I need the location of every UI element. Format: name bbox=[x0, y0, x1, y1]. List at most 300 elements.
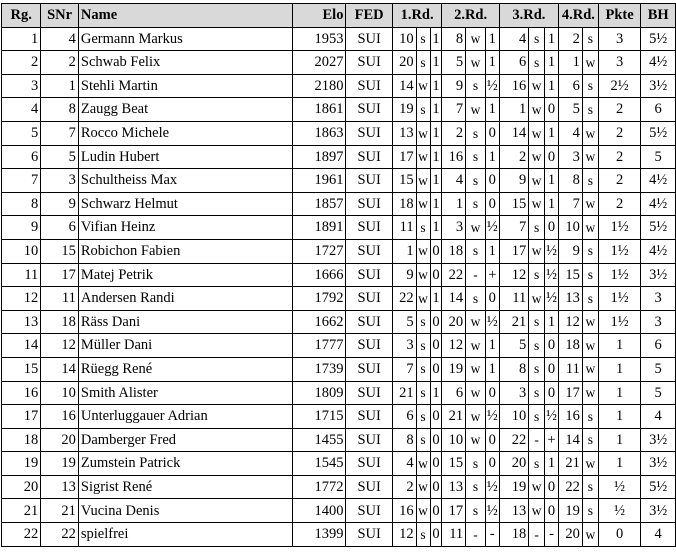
round-4-color-cell: w bbox=[582, 121, 598, 145]
round-1-opponent-cell: 9 bbox=[392, 263, 416, 287]
points-cell: 1½ bbox=[598, 310, 641, 334]
round-4-color-cell: s bbox=[582, 263, 598, 287]
round-4-color-cell: s bbox=[582, 74, 598, 98]
federation-cell: SUI bbox=[346, 98, 392, 122]
buchholz-cell: 6 bbox=[641, 334, 676, 358]
start-number-cell: 5 bbox=[41, 145, 79, 169]
col-header-buchholz: BH bbox=[641, 4, 676, 28]
round-4-opponent-cell: 20 bbox=[558, 523, 582, 547]
round-3-color-cell: w bbox=[529, 74, 545, 98]
round-1-color-cell: w bbox=[416, 287, 430, 311]
round-2-result-cell: 1 bbox=[485, 357, 499, 381]
round-2-color-cell: w bbox=[466, 428, 486, 452]
round-2-result-cell: ½ bbox=[485, 405, 499, 429]
player-name-cell: Müller Dani bbox=[78, 334, 293, 358]
rank-cell: 6 bbox=[2, 145, 41, 169]
round-1-result-cell: 1 bbox=[430, 192, 442, 216]
round-3-opponent-cell: 19 bbox=[499, 475, 528, 499]
round-1-opponent-cell: 22 bbox=[392, 287, 416, 311]
round-4-opponent-cell: 5 bbox=[558, 98, 582, 122]
round-3-color-cell: s bbox=[529, 51, 545, 75]
round-1-color-cell: s bbox=[416, 428, 430, 452]
federation-cell: SUI bbox=[346, 452, 392, 476]
round-4-opponent-cell: 17 bbox=[558, 381, 582, 405]
round-1-opponent-cell: 17 bbox=[392, 145, 416, 169]
federation-cell: SUI bbox=[346, 74, 392, 98]
federation-cell: SUI bbox=[346, 145, 392, 169]
rank-cell: 10 bbox=[2, 239, 41, 263]
player-name-cell: Zumstein Patrick bbox=[78, 452, 293, 476]
round-2-color-cell: w bbox=[466, 357, 486, 381]
federation-cell: SUI bbox=[346, 310, 392, 334]
round-3-result-cell: 0 bbox=[545, 499, 559, 523]
round-1-result-cell: 0 bbox=[430, 428, 442, 452]
col-header-federation: FED bbox=[346, 4, 392, 28]
start-number-cell: 11 bbox=[41, 287, 79, 311]
round-2-color-cell: w bbox=[466, 51, 486, 75]
round-4-color-cell: w bbox=[582, 51, 598, 75]
round-3-opponent-cell: 12 bbox=[499, 263, 528, 287]
round-4-color-cell: w bbox=[582, 381, 598, 405]
round-1-result-cell: 1 bbox=[430, 27, 442, 51]
rank-cell: 15 bbox=[2, 357, 41, 381]
round-3-result-cell: ½ bbox=[545, 239, 559, 263]
round-3-result-cell: ½ bbox=[545, 263, 559, 287]
round-1-result-cell: 1 bbox=[430, 145, 442, 169]
round-3-color-cell: s bbox=[529, 381, 545, 405]
round-1-color-cell: s bbox=[416, 216, 430, 240]
rank-cell: 3 bbox=[2, 74, 41, 98]
rank-cell: 17 bbox=[2, 405, 41, 429]
start-number-cell: 2 bbox=[41, 51, 79, 75]
round-2-opponent-cell: 11 bbox=[442, 523, 466, 547]
round-4-opponent-cell: 15 bbox=[558, 263, 582, 287]
round-2-color-cell: s bbox=[466, 169, 486, 193]
round-3-result-cell: 1 bbox=[545, 452, 559, 476]
table-row bbox=[2, 334, 676, 358]
round-3-result-cell: 0 bbox=[545, 381, 559, 405]
table-row bbox=[2, 499, 676, 523]
points-cell: 2 bbox=[598, 121, 641, 145]
round-4-color-cell: s bbox=[582, 428, 598, 452]
rank-cell: 20 bbox=[2, 475, 41, 499]
round-2-color-cell: s bbox=[466, 239, 486, 263]
round-2-opponent-cell: 6 bbox=[442, 381, 466, 405]
round-4-opponent-cell: 6 bbox=[558, 74, 582, 98]
round-3-opponent-cell: 10 bbox=[499, 405, 528, 429]
round-4-opponent-cell: 18 bbox=[558, 334, 582, 358]
round-1-opponent-cell: 13 bbox=[392, 121, 416, 145]
start-number-cell: 21 bbox=[41, 499, 79, 523]
round-2-opponent-cell: 5 bbox=[442, 51, 466, 75]
round-2-color-cell: s bbox=[466, 192, 486, 216]
elo-cell: 1891 bbox=[293, 216, 346, 240]
elo-cell: 1772 bbox=[293, 475, 346, 499]
round-2-result-cell: 1 bbox=[485, 334, 499, 358]
round-1-color-cell: w bbox=[416, 499, 430, 523]
round-1-result-cell: 1 bbox=[430, 169, 442, 193]
round-2-color-cell: s bbox=[466, 499, 486, 523]
round-1-color-cell: w bbox=[416, 452, 430, 476]
round-4-color-cell: w bbox=[582, 523, 598, 547]
federation-cell: SUI bbox=[346, 523, 392, 547]
round-2-result-cell: + bbox=[485, 263, 499, 287]
round-1-result-cell: 0 bbox=[430, 499, 442, 523]
player-name-cell: Unterluggauer Adrian bbox=[78, 405, 293, 429]
buchholz-cell: 5½ bbox=[641, 216, 676, 240]
federation-cell: SUI bbox=[346, 51, 392, 75]
buchholz-cell: 4 bbox=[641, 523, 676, 547]
player-name-cell: Vucina Denis bbox=[78, 499, 293, 523]
buchholz-cell: 6 bbox=[641, 98, 676, 122]
round-1-color-cell: s bbox=[416, 523, 430, 547]
round-2-result-cell: ½ bbox=[485, 216, 499, 240]
round-3-result-cell: 0 bbox=[545, 98, 559, 122]
start-number-cell: 9 bbox=[41, 192, 79, 216]
elo-cell: 1715 bbox=[293, 405, 346, 429]
round-4-color-cell: w bbox=[582, 334, 598, 358]
round-1-color-cell: w bbox=[416, 145, 430, 169]
round-3-opponent-cell: 6 bbox=[499, 51, 528, 75]
round-4-color-cell: w bbox=[582, 452, 598, 476]
round-3-opponent-cell: 7 bbox=[499, 216, 528, 240]
round-1-result-cell: 1 bbox=[430, 216, 442, 240]
round-1-opponent-cell: 7 bbox=[392, 357, 416, 381]
round-1-result-cell: 0 bbox=[430, 310, 442, 334]
round-4-color-cell: w bbox=[582, 310, 598, 334]
round-1-opponent-cell: 4 bbox=[392, 452, 416, 476]
round-2-result-cell: 1 bbox=[485, 27, 499, 51]
buchholz-cell: 4½ bbox=[641, 169, 676, 193]
elo-cell: 1727 bbox=[293, 239, 346, 263]
elo-cell: 1666 bbox=[293, 263, 346, 287]
round-4-opponent-cell: 9 bbox=[558, 239, 582, 263]
round-2-opponent-cell: 9 bbox=[442, 74, 466, 98]
round-1-color-cell: w bbox=[416, 74, 430, 98]
round-2-color-cell: s bbox=[466, 287, 486, 311]
round-1-color-cell: s bbox=[416, 98, 430, 122]
elo-cell: 1863 bbox=[293, 121, 346, 145]
table-row bbox=[2, 287, 676, 311]
col-header-round-3: 3.Rd. bbox=[499, 4, 558, 28]
round-4-color-cell: s bbox=[582, 499, 598, 523]
round-3-opponent-cell: 21 bbox=[499, 310, 528, 334]
round-4-opponent-cell: 14 bbox=[558, 428, 582, 452]
player-name-cell: spielfrei bbox=[78, 523, 293, 547]
round-3-color-cell: w bbox=[529, 475, 545, 499]
rank-cell: 18 bbox=[2, 428, 41, 452]
round-1-color-cell: s bbox=[416, 27, 430, 51]
round-1-color-cell: s bbox=[416, 381, 430, 405]
round-2-opponent-cell: 13 bbox=[442, 475, 466, 499]
buchholz-cell: 4½ bbox=[641, 239, 676, 263]
buchholz-cell: 3½ bbox=[641, 263, 676, 287]
round-4-opponent-cell: 21 bbox=[558, 452, 582, 476]
buchholz-cell: 5 bbox=[641, 145, 676, 169]
table-row bbox=[2, 51, 676, 75]
round-2-result-cell: 1 bbox=[485, 239, 499, 263]
round-2-result-cell: 1 bbox=[485, 98, 499, 122]
round-4-opponent-cell: 8 bbox=[558, 169, 582, 193]
start-number-cell: 7 bbox=[41, 121, 79, 145]
round-3-result-cell: ½ bbox=[545, 405, 559, 429]
round-3-opponent-cell: 3 bbox=[499, 381, 528, 405]
round-2-result-cell: 0 bbox=[485, 452, 499, 476]
round-3-opponent-cell: 17 bbox=[499, 239, 528, 263]
player-name-cell: Smith Alister bbox=[78, 381, 293, 405]
table-row bbox=[2, 74, 676, 98]
round-4-color-cell: w bbox=[582, 145, 598, 169]
start-number-cell: 12 bbox=[41, 334, 79, 358]
federation-cell: SUI bbox=[346, 27, 392, 51]
points-cell: 1½ bbox=[598, 216, 641, 240]
round-4-opponent-cell: 2 bbox=[558, 27, 582, 51]
buchholz-cell: 5 bbox=[641, 381, 676, 405]
player-name-cell: Andersen Randi bbox=[78, 287, 293, 311]
header-row bbox=[2, 4, 676, 28]
round-3-result-cell: 1 bbox=[545, 121, 559, 145]
round-3-opponent-cell: 13 bbox=[499, 499, 528, 523]
round-2-result-cell: 0 bbox=[485, 121, 499, 145]
col-header-name: Name bbox=[78, 4, 293, 28]
round-3-color-cell: s bbox=[529, 27, 545, 51]
player-name-cell: Ludin Hubert bbox=[78, 145, 293, 169]
rank-cell: 2 bbox=[2, 51, 41, 75]
table-row bbox=[2, 357, 676, 381]
round-1-result-cell: 1 bbox=[430, 287, 442, 311]
round-3-result-cell: 0 bbox=[545, 216, 559, 240]
round-1-opponent-cell: 15 bbox=[392, 169, 416, 193]
table-row bbox=[2, 121, 676, 145]
player-name-cell: Schwab Felix bbox=[78, 51, 293, 75]
rank-cell: 22 bbox=[2, 523, 41, 547]
player-name-cell: Schultheiss Max bbox=[78, 169, 293, 193]
round-2-result-cell: 0 bbox=[485, 169, 499, 193]
round-1-color-cell: w bbox=[416, 263, 430, 287]
start-number-cell: 15 bbox=[41, 239, 79, 263]
round-3-color-cell: s bbox=[529, 334, 545, 358]
federation-cell: SUI bbox=[346, 239, 392, 263]
round-3-color-cell: w bbox=[529, 145, 545, 169]
player-name-cell: Sigrist René bbox=[78, 475, 293, 499]
round-4-opponent-cell: 4 bbox=[558, 121, 582, 145]
buchholz-cell: 5 bbox=[641, 357, 676, 381]
federation-cell: SUI bbox=[346, 263, 392, 287]
round-3-color-cell: s bbox=[529, 357, 545, 381]
points-cell: 1½ bbox=[598, 263, 641, 287]
col-header-points: Pkte bbox=[598, 4, 641, 28]
start-number-cell: 13 bbox=[41, 475, 79, 499]
buchholz-cell: 3 bbox=[641, 310, 676, 334]
round-2-color-cell: w bbox=[466, 98, 486, 122]
points-cell: 3 bbox=[598, 51, 641, 75]
round-3-result-cell: 0 bbox=[545, 145, 559, 169]
round-3-color-cell: s bbox=[529, 263, 545, 287]
round-1-color-cell: w bbox=[416, 192, 430, 216]
round-3-opponent-cell: 1 bbox=[499, 98, 528, 122]
elo-cell: 1792 bbox=[293, 287, 346, 311]
col-header-round-2: 2.Rd. bbox=[442, 4, 499, 28]
rank-cell: 16 bbox=[2, 381, 41, 405]
round-1-opponent-cell: 21 bbox=[392, 381, 416, 405]
round-4-color-cell: s bbox=[582, 475, 598, 499]
rank-cell: 4 bbox=[2, 98, 41, 122]
round-4-opponent-cell: 3 bbox=[558, 145, 582, 169]
col-header-rank: Rg. bbox=[2, 4, 41, 28]
round-1-opponent-cell: 18 bbox=[392, 192, 416, 216]
round-1-result-cell: 1 bbox=[430, 74, 442, 98]
round-2-opponent-cell: 4 bbox=[442, 169, 466, 193]
buchholz-cell: 4½ bbox=[641, 51, 676, 75]
round-3-result-cell: 1 bbox=[545, 310, 559, 334]
rank-cell: 21 bbox=[2, 499, 41, 523]
round-2-color-cell: - bbox=[466, 263, 486, 287]
round-4-opponent-cell: 12 bbox=[558, 310, 582, 334]
round-2-opponent-cell: 14 bbox=[442, 287, 466, 311]
round-3-opponent-cell: 2 bbox=[499, 145, 528, 169]
round-2-color-cell: s bbox=[466, 452, 486, 476]
round-3-color-cell: s bbox=[529, 310, 545, 334]
elo-cell: 1897 bbox=[293, 145, 346, 169]
start-number-cell: 8 bbox=[41, 98, 79, 122]
round-1-result-cell: 1 bbox=[430, 381, 442, 405]
federation-cell: SUI bbox=[346, 169, 392, 193]
buchholz-cell: 5½ bbox=[641, 475, 676, 499]
round-3-result-cell: 0 bbox=[545, 475, 559, 499]
points-cell: 2 bbox=[598, 145, 641, 169]
round-4-color-cell: w bbox=[582, 216, 598, 240]
points-cell: 1 bbox=[598, 357, 641, 381]
round-2-result-cell: 0 bbox=[485, 428, 499, 452]
round-3-result-cell: 0 bbox=[545, 357, 559, 381]
points-cell: 0 bbox=[598, 523, 641, 547]
round-3-opponent-cell: 16 bbox=[499, 74, 528, 98]
round-3-opponent-cell: 20 bbox=[499, 452, 528, 476]
table-row bbox=[2, 216, 676, 240]
start-number-cell: 6 bbox=[41, 216, 79, 240]
round-2-opponent-cell: 22 bbox=[442, 263, 466, 287]
round-2-color-cell: w bbox=[466, 216, 486, 240]
col-header-start-number: SNr bbox=[41, 4, 79, 28]
round-2-color-cell: s bbox=[466, 74, 486, 98]
elo-cell: 1961 bbox=[293, 169, 346, 193]
start-number-cell: 3 bbox=[41, 169, 79, 193]
round-1-color-cell: s bbox=[416, 334, 430, 358]
start-number-cell: 17 bbox=[41, 263, 79, 287]
points-cell: 1½ bbox=[598, 287, 641, 311]
points-cell: 1 bbox=[598, 381, 641, 405]
rank-cell: 7 bbox=[2, 169, 41, 193]
round-4-color-cell: s bbox=[582, 405, 598, 429]
round-3-result-cell: 1 bbox=[545, 192, 559, 216]
round-3-opponent-cell: 22 bbox=[499, 428, 528, 452]
buchholz-cell: 4 bbox=[641, 405, 676, 429]
elo-cell: 1809 bbox=[293, 381, 346, 405]
round-1-color-cell: s bbox=[416, 51, 430, 75]
round-3-opponent-cell: 5 bbox=[499, 334, 528, 358]
round-1-color-cell: s bbox=[416, 405, 430, 429]
round-1-opponent-cell: 2 bbox=[392, 475, 416, 499]
points-cell: 1 bbox=[598, 452, 641, 476]
round-1-color-cell: w bbox=[416, 121, 430, 145]
points-cell: 3 bbox=[598, 27, 641, 51]
round-3-opponent-cell: 8 bbox=[499, 357, 528, 381]
round-3-opponent-cell: 9 bbox=[499, 169, 528, 193]
buchholz-cell: 4½ bbox=[641, 192, 676, 216]
elo-cell: 1777 bbox=[293, 334, 346, 358]
round-1-opponent-cell: 11 bbox=[392, 216, 416, 240]
table-row bbox=[2, 98, 676, 122]
round-1-result-cell: 1 bbox=[430, 98, 442, 122]
federation-cell: SUI bbox=[346, 216, 392, 240]
round-3-color-cell: - bbox=[529, 523, 545, 547]
player-name-cell: Stehli Martin bbox=[78, 74, 293, 98]
round-2-opponent-cell: 7 bbox=[442, 98, 466, 122]
round-1-color-cell: w bbox=[416, 475, 430, 499]
round-2-color-cell: w bbox=[466, 27, 486, 51]
round-1-result-cell: 0 bbox=[430, 405, 442, 429]
round-2-opponent-cell: 1 bbox=[442, 192, 466, 216]
round-2-opponent-cell: 10 bbox=[442, 428, 466, 452]
round-2-result-cell: 0 bbox=[485, 192, 499, 216]
rank-cell: 1 bbox=[2, 27, 41, 51]
player-name-cell: Schwarz Helmut bbox=[78, 192, 293, 216]
round-3-color-cell: - bbox=[529, 428, 545, 452]
points-cell: 2 bbox=[598, 98, 641, 122]
round-2-result-cell: ½ bbox=[485, 74, 499, 98]
round-1-color-cell: s bbox=[416, 310, 430, 334]
round-3-opponent-cell: 15 bbox=[499, 192, 528, 216]
elo-cell: 2180 bbox=[293, 74, 346, 98]
rank-cell: 14 bbox=[2, 334, 41, 358]
round-2-opponent-cell: 21 bbox=[442, 405, 466, 429]
table-row bbox=[2, 452, 676, 476]
round-4-opponent-cell: 11 bbox=[558, 357, 582, 381]
round-1-opponent-cell: 3 bbox=[392, 334, 416, 358]
start-number-cell: 22 bbox=[41, 523, 79, 547]
round-1-opponent-cell: 16 bbox=[392, 499, 416, 523]
round-1-color-cell: w bbox=[416, 169, 430, 193]
elo-cell: 1455 bbox=[293, 428, 346, 452]
round-2-color-cell: s bbox=[466, 145, 486, 169]
round-2-opponent-cell: 15 bbox=[442, 452, 466, 476]
player-name-cell: Räss Dani bbox=[78, 310, 293, 334]
round-1-opponent-cell: 10 bbox=[392, 27, 416, 51]
round-2-result-cell: ½ bbox=[485, 310, 499, 334]
round-1-opponent-cell: 8 bbox=[392, 428, 416, 452]
federation-cell: SUI bbox=[346, 121, 392, 145]
round-3-result-cell: 1 bbox=[545, 74, 559, 98]
round-3-color-cell: w bbox=[529, 239, 545, 263]
round-4-color-cell: s bbox=[582, 287, 598, 311]
round-2-color-cell: w bbox=[466, 334, 486, 358]
round-3-color-cell: s bbox=[529, 405, 545, 429]
col-header-round-4: 4.Rd. bbox=[558, 4, 598, 28]
round-4-color-cell: s bbox=[582, 169, 598, 193]
round-1-opponent-cell: 19 bbox=[392, 98, 416, 122]
player-name-cell: Germann Markus bbox=[78, 27, 293, 51]
federation-cell: SUI bbox=[346, 357, 392, 381]
round-3-color-cell: w bbox=[529, 169, 545, 193]
round-2-color-cell: w bbox=[466, 405, 486, 429]
player-name-cell: Rocco Michele bbox=[78, 121, 293, 145]
points-cell: ½ bbox=[598, 475, 641, 499]
round-3-result-cell: ½ bbox=[545, 287, 559, 311]
points-cell: 1 bbox=[598, 405, 641, 429]
federation-cell: SUI bbox=[346, 428, 392, 452]
start-number-cell: 14 bbox=[41, 357, 79, 381]
round-1-color-cell: s bbox=[416, 357, 430, 381]
